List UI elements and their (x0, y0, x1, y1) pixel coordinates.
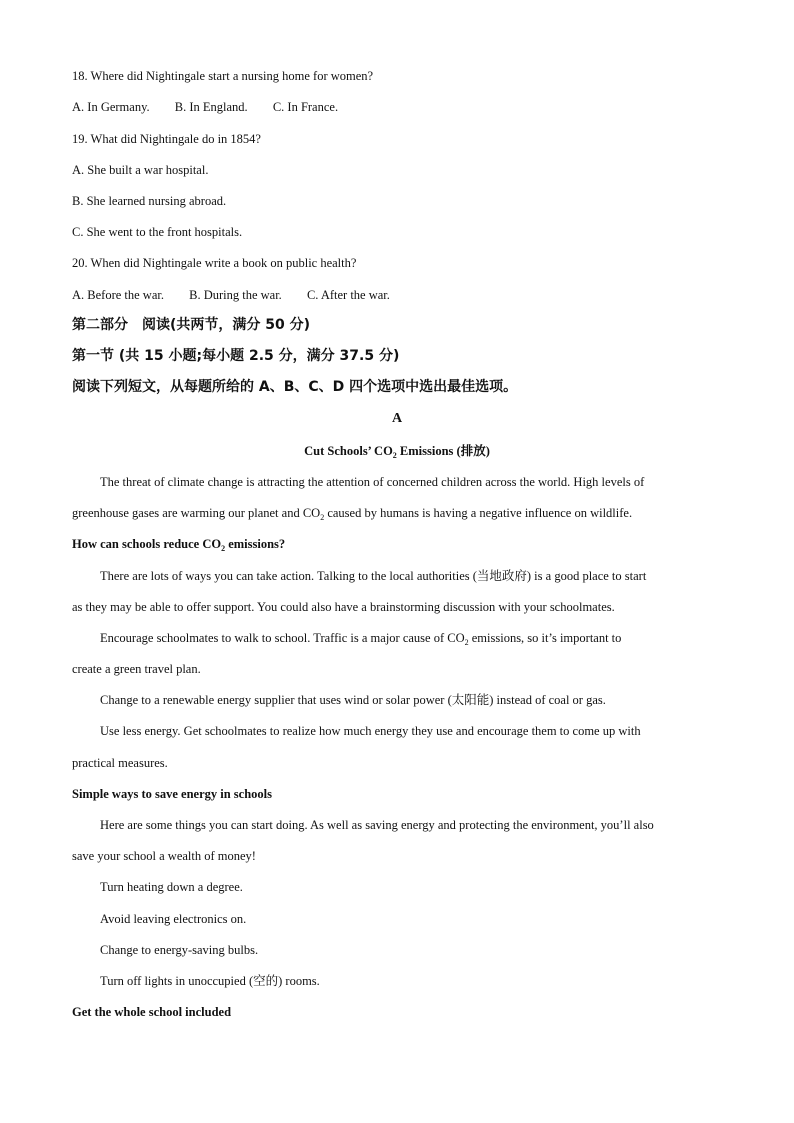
question-19: 19. What did Nightingale do in 1854? (72, 132, 261, 146)
question-18-options (72, 99, 360, 115)
paragraph-4: Change to a renewable energy supplier that uses wind or solar power (太阳能) instead of coal or gas. (100, 693, 606, 707)
question-20: 20. When did Nightingale write a book on public health? (72, 256, 357, 270)
question-19-option-a: A. She built a war hospital. (72, 163, 209, 177)
question-20-options (72, 287, 412, 303)
paragraph-2-line-1: There are lots of ways you can take action. Talking to the local authorities (当地政府) is a good place to start (100, 569, 647, 583)
paragraph-6-line-2: save your school a wealth of money! (72, 849, 256, 863)
heading-whole-school: Get the whole school included (72, 1005, 232, 1019)
tip-heating: Turn heating down a degree. (100, 880, 243, 894)
part-title: 第二部分 阅读(共两节，满分 50 分) (72, 317, 311, 333)
option-c: C. After the war. (306, 288, 390, 302)
option-b: B. In England. (174, 100, 248, 114)
question-18: 18. Where did Nightingale start a nursing home for women? (72, 69, 374, 83)
paragraph-3-line-1: Encourage schoolmates to walk to school. Traffic is a major cause of $CO_2$ emissions, so it’s important to (100, 631, 622, 647)
section-title: 第一节 (共 15 小题;每小题 2.5 分，满分 37.5 分) (72, 348, 400, 364)
tip-electronics: Avoid leaving electronics on. (100, 912, 247, 926)
heading-save-energy: Simple ways to save energy in schools (72, 787, 272, 801)
paragraph-1-line-2: greenhouse gases are warming our planet and $CO_2$ caused by humans is having a negative influence on wildlife. (72, 506, 633, 522)
paragraph-2-line-2: as they may be able to offer support. You could also have a brainstorming discussion with your schoolmates. (72, 600, 615, 614)
tip-bulbs: Change to energy-saving bulbs. (100, 943, 259, 957)
instruction: 阅读下列短文，从每题所给的 A、B、C、D 四个选项中选出最佳选项。 (72, 379, 518, 395)
heading-reduce-emissions: How can schools reduce $CO_2$ emissions? (72, 537, 286, 553)
paragraph-1-line-1: The threat of climate change is attracting the attention of concerned children across the world. High levels of (100, 475, 645, 489)
option-a: A. Before the war. (72, 288, 164, 302)
tip-lights: Turn off lights in unoccupied (空的) rooms. (100, 974, 320, 988)
paragraph-5-line-1: Use less energy. Get schoolmates to realize how much energy they use and encourage them to come up with (100, 724, 641, 738)
option-c: C. In France. (272, 100, 339, 114)
option-a: A. In Germany. (72, 100, 150, 114)
option-b: B. During the war. (189, 288, 282, 302)
passage-title: Cut Schools’ $CO_2$ Emissions (排放) (304, 444, 490, 460)
paragraph-6-line-1: Here are some things you can start doing. As well as saving energy and protecting the environment, you’ll also (100, 818, 654, 832)
paragraph-5-line-2: practical measures. (72, 756, 168, 770)
question-19-option-b: B. She learned nursing abroad. (72, 194, 227, 208)
passage-letter: A (391, 411, 403, 426)
question-19-option-c: C. She went to the front hospitals. (72, 225, 243, 239)
paragraph-3-line-2: create a green travel plan. (72, 662, 201, 676)
